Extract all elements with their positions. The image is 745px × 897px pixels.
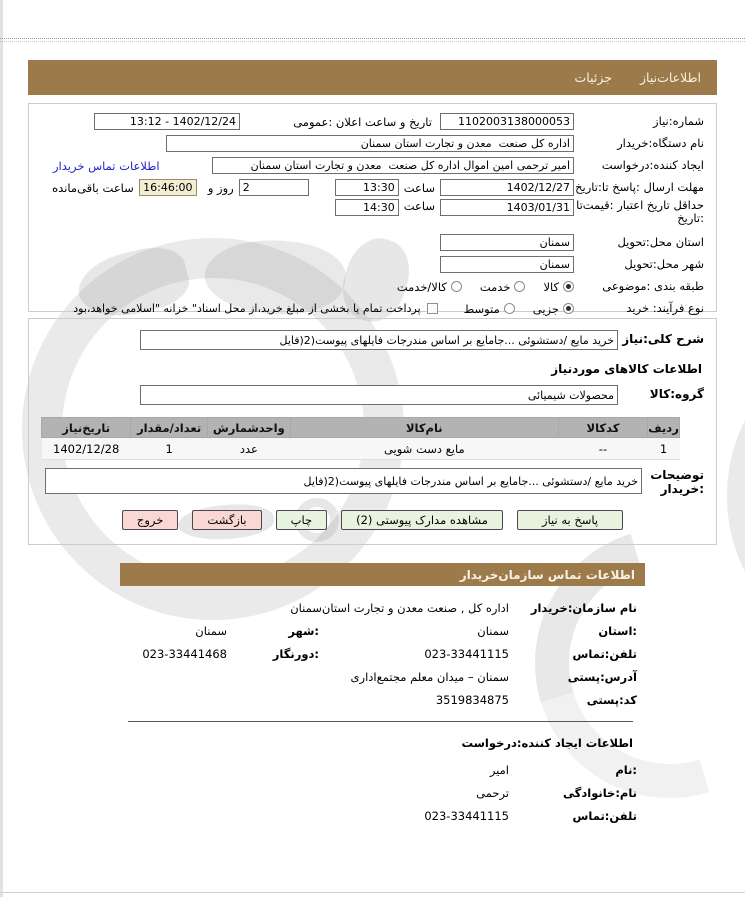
- city-label: :شهر: [288, 624, 319, 638]
- items-table-header: [42, 418, 680, 438]
- radio-goods-service[interactable]: [451, 281, 462, 292]
- items-table: [41, 417, 680, 460]
- phone-label: تلفن:تماس: [572, 647, 637, 661]
- delivery-city-input[interactable]: [440, 256, 574, 273]
- last-name-value: ترحمی: [476, 786, 509, 800]
- first-name-value: امیر: [489, 763, 509, 777]
- classification-label: طبقه بندی :موضوعی: [602, 278, 704, 293]
- need-description-input[interactable]: [140, 330, 618, 350]
- validity-time-input[interactable]: [335, 199, 399, 216]
- cell-item-code: --: [558, 438, 647, 460]
- need-description-row: [41, 330, 704, 350]
- delivery-province-label: استان محل:تحویل: [617, 234, 704, 249]
- col-need-date: تاریخ‌نیاز: [42, 418, 131, 438]
- view-attachments-button[interactable]: مشاهده مدارک پیوستی (2): [341, 510, 503, 530]
- action-buttons: [41, 510, 704, 530]
- cell-item-name: مایع دست شویی: [290, 438, 558, 460]
- radio-minor-label: جزیی: [532, 301, 559, 316]
- announce-datetime-input[interactable]: [94, 113, 240, 130]
- remaining-days-unit: روز و: [207, 180, 234, 195]
- request-creator-input[interactable]: [212, 157, 574, 174]
- price-validity-label-line1: حداقل تاریخ اعتبار :قیمت‌تا: [576, 198, 704, 212]
- org-name-value: اداره کل , صنعت معدن و تجارت استان‌سمنان: [290, 601, 509, 615]
- fax-value: 023-33441468: [142, 647, 227, 661]
- need-info-panel: [28, 103, 717, 316]
- buyer-contact-section: [120, 563, 645, 832]
- need-number-row: [41, 111, 704, 132]
- buyer-org-label: نام دستگاه:خریدار: [617, 135, 704, 150]
- dotted-separator: [0, 38, 745, 42]
- postal-code-row: [128, 693, 637, 707]
- treasury-checkbox[interactable]: [427, 303, 438, 314]
- buyer-notes-label-line1: توضیحات: [650, 468, 704, 482]
- col-unit: واحدشمارش: [207, 418, 290, 438]
- last-name-label: نام:خانوادگی: [563, 786, 637, 800]
- tab-details[interactable]: جزئیات: [574, 70, 612, 85]
- watermark-arc: [727, 326, 745, 666]
- postal-code-value: 3519834875: [435, 693, 509, 707]
- radio-service-label: خدمت: [479, 279, 511, 294]
- radio-goods[interactable]: [563, 281, 574, 292]
- fax-label: :دورنگار: [272, 647, 319, 661]
- buyer-notes-row: [41, 468, 704, 497]
- radio-medium-label: متوسط: [463, 301, 500, 316]
- phone-fax-row: [128, 647, 637, 661]
- print-button[interactable]: چاپ: [276, 510, 327, 530]
- deadline-date-input[interactable]: [440, 179, 574, 196]
- price-validity-label: [574, 199, 704, 225]
- creator-phone-value: 023-33441115: [424, 809, 509, 823]
- section-divider: [128, 721, 633, 722]
- first-name-label: :نام: [615, 763, 637, 777]
- tabbar: [28, 60, 717, 95]
- cell-need-date: 1402/12/28: [42, 438, 131, 460]
- goods-group-row: [41, 385, 704, 405]
- col-item-code: کدکالا: [558, 418, 647, 438]
- buyer-contact-title: اطلاعات تماس سازمان‌خریدار: [459, 567, 635, 582]
- respond-button[interactable]: پاسخ به نیاز: [517, 510, 623, 530]
- need-goods-panel: [28, 318, 717, 545]
- response-deadline-row: [41, 177, 704, 198]
- need-number-input[interactable]: [440, 113, 574, 130]
- radio-medium[interactable]: [504, 303, 515, 314]
- address-label: آدرس:پستی: [567, 670, 637, 684]
- need-number-label: شماره:نیاز: [653, 113, 704, 128]
- delivery-province-row: [41, 232, 704, 253]
- address-value: سمنان – میدان معلم مجتمع‌اداری: [350, 670, 509, 684]
- validity-hour-label: ساعت: [403, 199, 435, 213]
- creator-phone-label: تلفن:تماس: [572, 809, 637, 823]
- province-label: :استان: [598, 624, 637, 638]
- col-item-name: نام‌کالا: [290, 418, 558, 438]
- city-value: سمنان: [195, 624, 227, 638]
- delivery-city-label: شهر محل:تحویل: [624, 256, 704, 271]
- goods-section-title: اطلاعات کالاهای موردنیاز: [551, 362, 702, 376]
- validity-date-input[interactable]: [440, 199, 574, 216]
- request-creator-label: ایجاد کننده:درخواست: [601, 157, 704, 172]
- buyer-notes-input[interactable]: [45, 468, 642, 494]
- deadline-hour-label: ساعت: [403, 180, 435, 195]
- cell-quantity: 1: [131, 438, 208, 460]
- postal-code-label: کد:پستی: [586, 693, 637, 707]
- radio-goods-label: کالا: [543, 279, 559, 294]
- goods-group-label: گروه:کالا: [649, 387, 704, 402]
- buyer-contact-title-bar: [120, 563, 645, 586]
- radio-minor[interactable]: [563, 303, 574, 314]
- creator-info-title: اطلاعات ایجاد کننده:درخواست: [461, 736, 633, 750]
- table-row: [42, 438, 680, 460]
- col-quantity: تعداد/مقدار: [131, 418, 208, 438]
- buyer-notes-label-line2: :خریدار: [660, 482, 704, 497]
- goods-group-input[interactable]: [140, 385, 618, 405]
- province-city-row: [128, 624, 637, 638]
- purchase-process-row: [41, 298, 704, 319]
- price-validity-label-line2: :تاریخ: [677, 211, 704, 226]
- price-validity-row: [41, 199, 704, 231]
- classification-row: [41, 276, 704, 297]
- exit-button[interactable]: خروج: [122, 510, 178, 530]
- left-edge-strip: [0, 0, 3, 897]
- need-description-label: شرح کلی:نیاز: [622, 332, 704, 347]
- deadline-time-input[interactable]: [335, 179, 399, 196]
- org-name-row: [128, 601, 637, 615]
- purchase-process-label: نوع فرآیند: خرید: [626, 300, 704, 315]
- remaining-days-input[interactable]: [239, 179, 309, 196]
- creator-last-name-row: [128, 786, 637, 800]
- org-name-label: نام سازمان:خریدار: [530, 601, 637, 615]
- buyer-notes-label: [642, 468, 704, 497]
- tab-need-info[interactable]: اطلاعات‌نیاز: [639, 70, 701, 85]
- phone-value: 023-33441115: [424, 647, 509, 661]
- cell-row-number: 1: [648, 438, 680, 460]
- remaining-time-countdown: 16:46:00: [139, 179, 197, 196]
- delivery-province-input[interactable]: [440, 234, 574, 251]
- creator-phone-row: [128, 809, 637, 823]
- address-row: [128, 670, 637, 684]
- cell-unit: عدد: [207, 438, 290, 460]
- treasury-checkbox-label: پرداخت تمام یا بخشی از مبلغ خرید،از محل اسناد" خزانه "اسلامی خواهد،بود: [73, 302, 421, 315]
- announce-label: تاریخ و ساعت اعلان :عمومی: [293, 114, 432, 129]
- radio-goods-service-label: کالا/خدمت: [396, 279, 447, 294]
- buyer-contact-body: [120, 586, 645, 823]
- request-creator-row: [41, 155, 704, 176]
- bottom-border-line: [0, 892, 745, 893]
- response-deadline-label: مهلت ارسال :پاسخ تا:تاریخ: [575, 179, 704, 194]
- buyer-contact-link[interactable]: اطلاعات تماس خریدار: [53, 158, 160, 173]
- remaining-time-label: ساعت باقی‌مانده: [52, 180, 134, 195]
- radio-service[interactable]: [514, 281, 525, 292]
- buyer-org-row: [41, 133, 704, 154]
- back-button[interactable]: بازگشت: [192, 510, 261, 530]
- creator-first-name-row: [128, 763, 637, 777]
- delivery-city-row: [41, 254, 704, 275]
- buyer-org-input[interactable]: [166, 135, 574, 152]
- col-row-number: ردیف: [648, 418, 680, 438]
- province-value: سمنان: [477, 624, 509, 638]
